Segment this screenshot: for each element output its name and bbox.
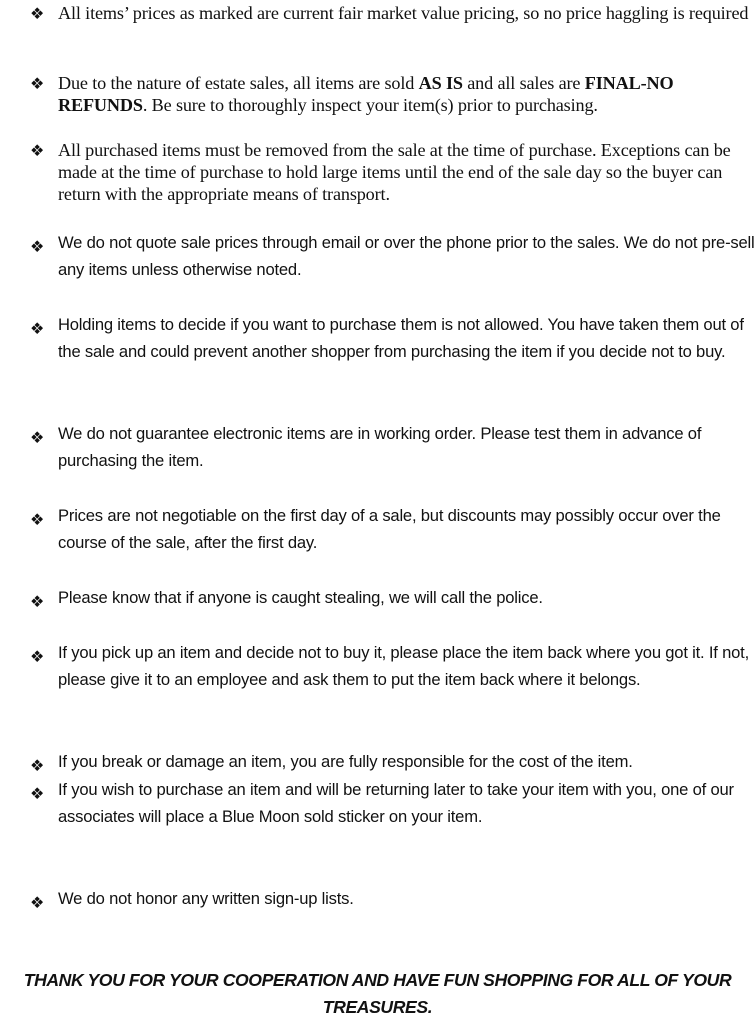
rule-text-part: . Be sure to thoroughly inspect your item(s) prior to purchasing. — [142, 95, 598, 115]
rule-text: All items’ prices as marked are current fair market value pricing, so no price haggling is required — [58, 3, 749, 23]
rule-text — [58, 72, 755, 116]
rule-text: We do not guarantee electronic items are in working order. Please test them in advance of purchasing the item. — [58, 424, 702, 471]
rule-text-part: and all sales are — [462, 73, 585, 93]
rule-text-part: Due to the nature of estate sales, all items are sold — [58, 73, 419, 93]
rule-text: Prices are not negotiable on the first day of a sale, but discounts may possibly occur over the course of the sale, after the first day. — [58, 506, 721, 553]
rule-text: Holding items to decide if you want to purchase them is not allowed. You have taken them out of the sale and could prevent another shopper from purchasing the item if you decide not to buy. — [58, 315, 744, 362]
final-no-refunds-emphasis: FINAL-NO REFUNDS — [58, 73, 674, 115]
rule-text: If you pick up an item and decide not to buy it, please place the item back where you got it. If not, please give it to an employee and ask them to put the item back where it belongs. — [58, 643, 749, 690]
rule-text: If you wish to purchase an item and will be returning later to take your item with you, one of our associates will place a Blue Moon sold sticker on your item. — [58, 780, 734, 827]
rule-text: We do not quote sale prices through email or over the phone prior to the sales. We do not pre-sell any items unless otherwise noted. — [58, 233, 755, 280]
diamond-bullet-icon: ❖ — [30, 647, 45, 666]
as-is-emphasis: AS IS — [418, 73, 463, 93]
diamond-bullet-icon: ❖ — [30, 428, 45, 447]
diamond-bullet-icon: ❖ — [30, 237, 45, 256]
rule-text: All purchased items must be removed from the sale at the time of purchase. Exceptions can be made at the time of purchase to hold large items until the end of the sale day so the buyer can return with the appropriate means of transport. — [58, 140, 731, 204]
diamond-bullet-icon: ❖ — [30, 74, 45, 93]
rule-text: We do not honor any written sign-up lists. — [58, 889, 354, 908]
rule-text: If you break or damage an item, you are fully responsible for the cost of the item. — [58, 752, 633, 771]
diamond-bullet-icon: ❖ — [30, 893, 45, 912]
diamond-bullet-icon: ❖ — [30, 319, 45, 338]
diamond-bullet-icon: ❖ — [30, 510, 45, 529]
closing-message: THANK YOU FOR YOUR COOPERATION AND HAVE FUN SHOPPING FOR ALL OF YOUR TREASURES. — [23, 970, 732, 1017]
diamond-bullet-icon: ❖ — [30, 4, 45, 23]
diamond-bullet-icon: ❖ — [30, 784, 45, 803]
diamond-bullet-icon: ❖ — [30, 756, 45, 775]
diamond-bullet-icon: ❖ — [30, 592, 45, 611]
diamond-bullet-icon: ❖ — [30, 141, 45, 160]
rule-text: Please know that if anyone is caught stealing, we will call the police. — [58, 588, 543, 607]
